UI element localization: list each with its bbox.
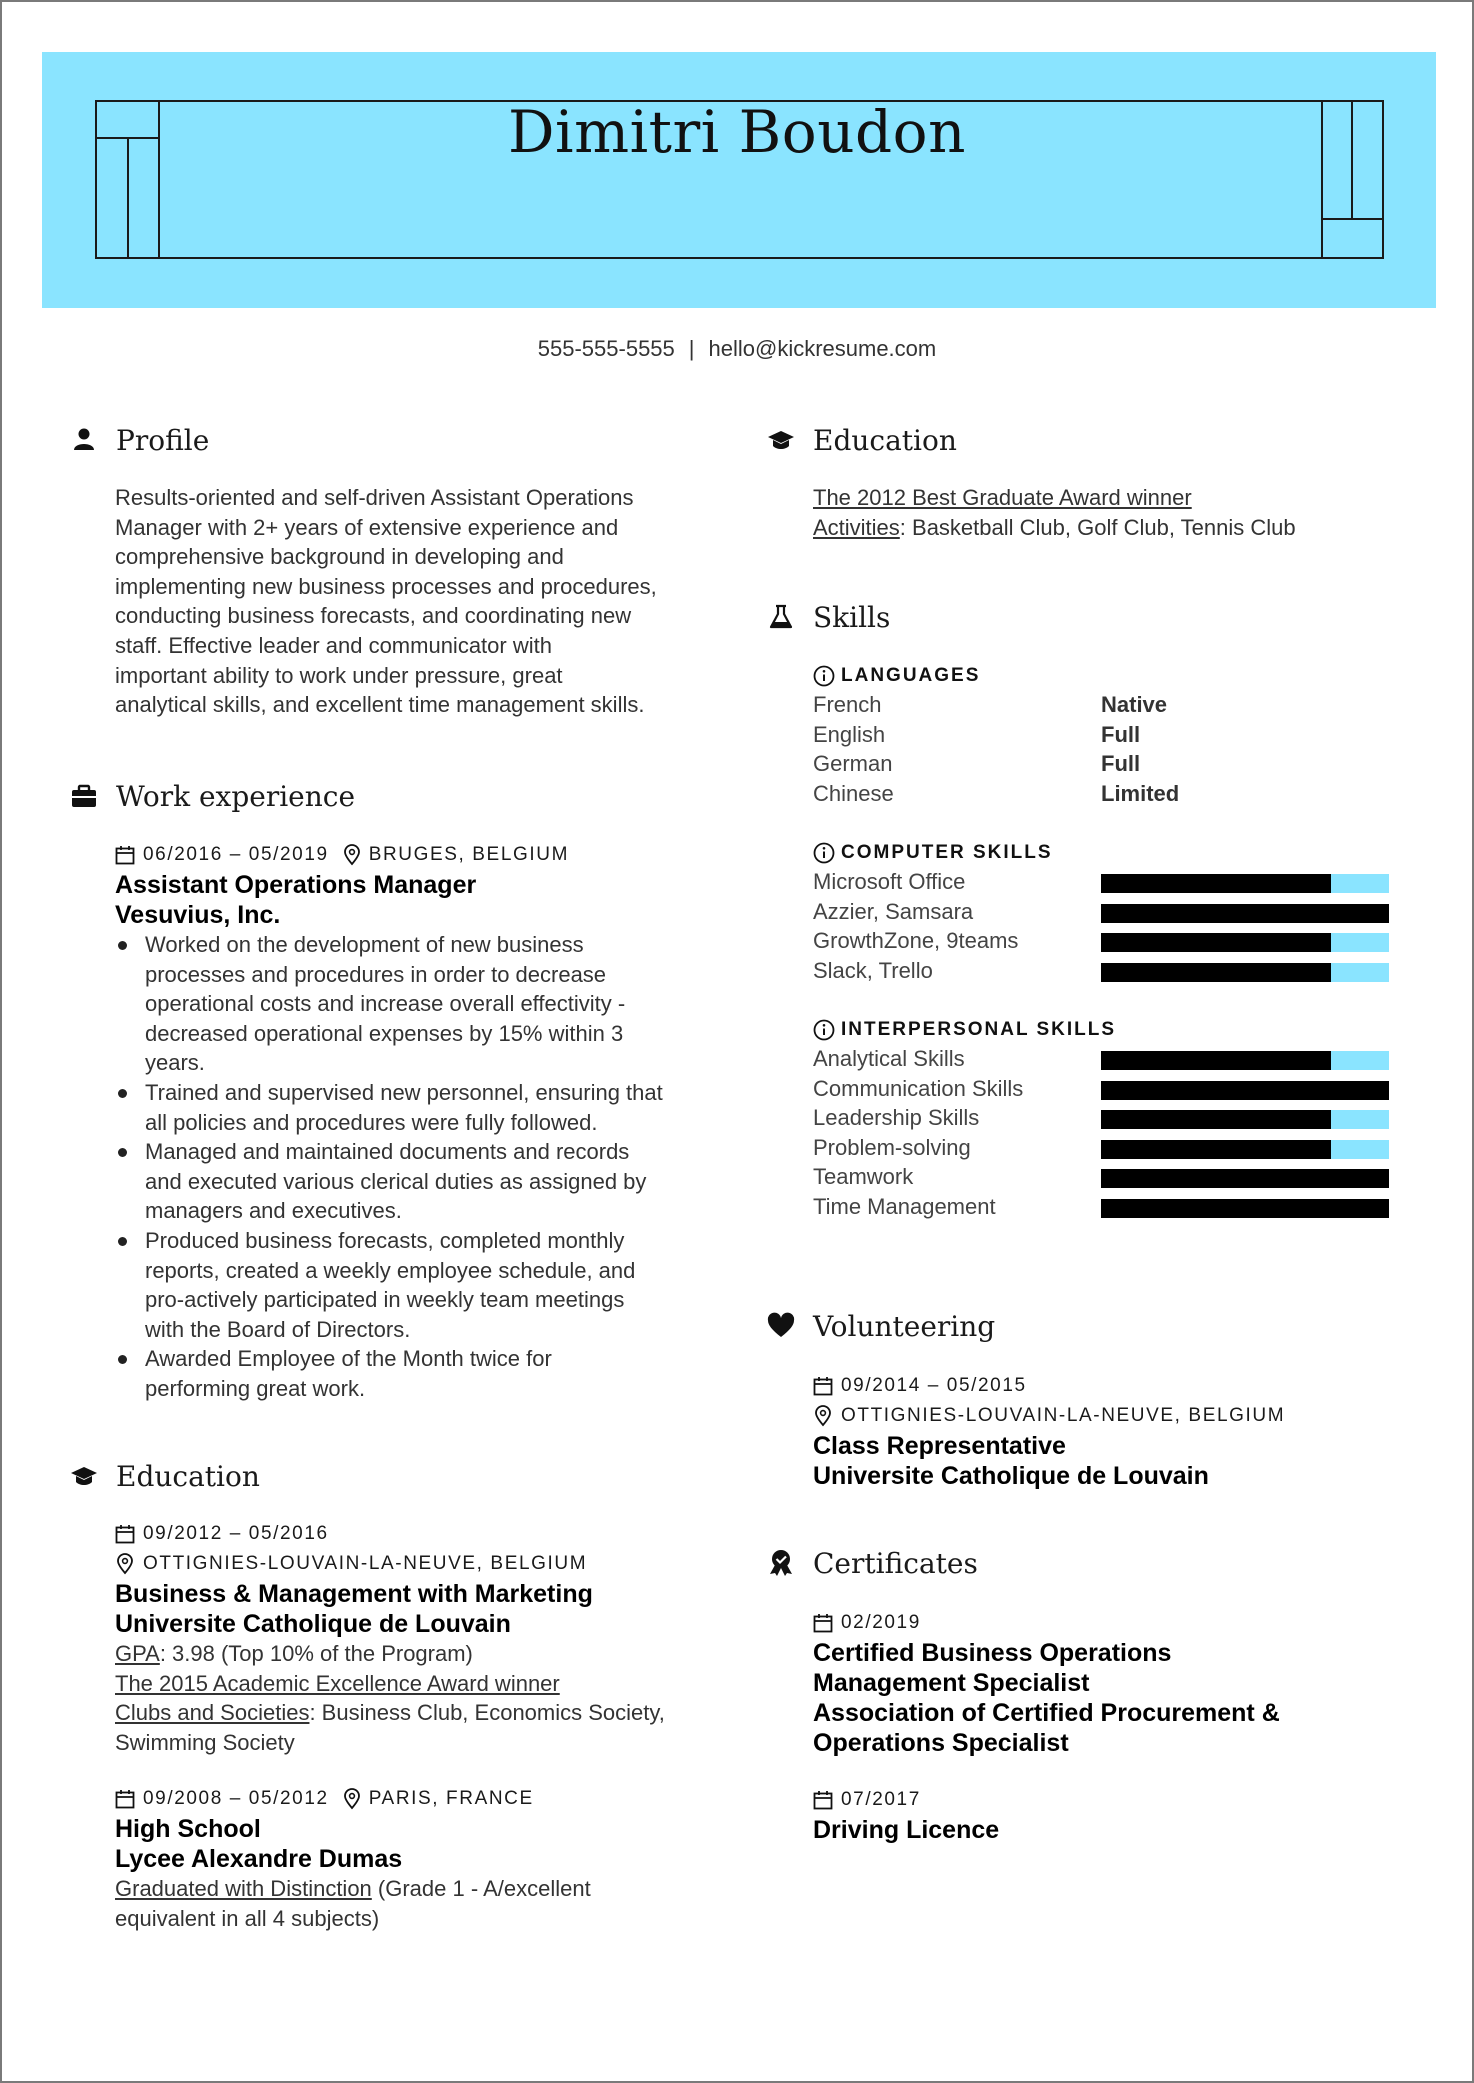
interpersonal-skills-title: INTERPERSONAL SKILLS bbox=[841, 1019, 1117, 1040]
skill-row bbox=[813, 1103, 1433, 1133]
graduation-cap-icon bbox=[767, 426, 795, 454]
language-level: Limited bbox=[1101, 780, 1180, 806]
contact-line bbox=[2, 336, 1472, 362]
language-row bbox=[813, 720, 1433, 750]
certificate-entry bbox=[813, 1785, 1433, 1845]
skill-level-bar bbox=[1101, 1169, 1389, 1188]
location-pin-icon bbox=[343, 1788, 361, 1810]
skill-level-fill bbox=[1101, 1081, 1389, 1100]
list-item: Trained and supervised new personnel, ensuring that all policies and procedures were fully followed. bbox=[115, 1078, 725, 1137]
calendar-icon bbox=[813, 1790, 833, 1810]
computer-skills-list bbox=[813, 867, 1433, 985]
certificate-date: 07/2017 bbox=[841, 1789, 921, 1810]
language-row bbox=[813, 690, 1433, 720]
calendar-icon bbox=[813, 1376, 833, 1396]
certificate-title: Management Specialist bbox=[813, 1669, 1090, 1697]
skill-level-fill bbox=[1101, 1199, 1389, 1218]
computer-skills-title: COMPUTER SKILLS bbox=[841, 842, 1053, 863]
skill-row bbox=[813, 926, 1433, 956]
skill-level-bar bbox=[1101, 874, 1389, 893]
volunteering-entry bbox=[813, 1371, 1433, 1491]
skill-level-fill bbox=[1101, 963, 1331, 982]
activities-label: Activities bbox=[813, 514, 900, 540]
list-item: Worked on the development of new business processes and procedures in order to decrease operational costs and increase overall effectivity - decreased operational expenses by 15% within 3 years. bbox=[115, 930, 725, 1078]
candidate-name: Dimitri Boudon bbox=[508, 98, 966, 166]
skill-name: Communication Skills bbox=[813, 1075, 1024, 1101]
location-pin-icon bbox=[343, 844, 361, 866]
calendar-icon bbox=[813, 1613, 833, 1633]
header-banner bbox=[42, 52, 1436, 308]
certificate-title: Driving Licence bbox=[813, 1816, 1000, 1844]
location-pin-icon bbox=[115, 1553, 135, 1575]
skill-name: Problem-solving bbox=[813, 1134, 971, 1160]
clubs-label: Clubs and Societies bbox=[115, 1700, 310, 1726]
resume-page: Dimitri Boudon 555-555-5555 | hello@kickresume.com Profile Results-oriented and self-driven Assistant Operations Manager with 2+ years of extensive experience and comprehensive background in developing and implementing new business processes and procedures, conducting business forecasts, and coordinating new staff. Effective leader and communicator with important ability to work under pressure, great analytical skills, and excellent time management skills. Work experience 06/2016 – 05/2019 BRUGES, BELGIUM Assistant Operations Manager Vesuvius, Inc. Worked on the development of new business processes and procedures in order to decrease operational costs and increase overall effectivity - decreased operational expenses by 15% within 3 years. Trained and supervised new personnel, ensuring that all policies and procedures were fully followed. Managed and maintained documents and records and executed various clerical duties as assigned by managers and executives. Produced business forecasts, completed monthly reports, created a weekly employee schedule, and pro-actively participated in weekly team meetings with the Board of Directors. Awarded Employee of the Month twice for performing great work. Education 09/2012 – 05/2016 OTTIGNIES-LOUVAIN-LA-NEUVE, BELGIUM Business & Management with Marketing Universite Catholique de Louvain GPA: 3.98 (Top 10% of the Program) The 2015 Academic Excellence Award winner Clubs and Societies: Business Club, Economics Society, Swimming Society 09/2008 – 05/2012 PARIS, FRANCE High School Lycee Alexandre Dumas Graduated with Distinction (Grade 1 - A/excellent equivalent in all 4 subjects) Education The 2012 Best Graduate Award winner Activities: Basketball Club, Golf Club, Tennis Club Skills LANGUAGES French Native English Full German Full Chinese Limited COMPUTER SKILLS Microsoft Office Azzier, Samsara GrowthZone, 9teams Slack, Trello INTERPERSONAL SKILLS Analytical Skills Communication Skills Leadership Skills Problem-solving Teamwork Time Management Volunteering 09/2014 – 05/2015 OTTIGNIES-LOUVAIN-LA-NEUVE, BELGIUM Class Representative Universite Catholique de Louvain Certificates 02/2019 Certified Business Operations Management Specialist Association of Certified Procurement & Operations Specialist 07/2017 Driving Licence bbox=[0, 0, 1474, 2083]
calendar-icon bbox=[115, 1524, 135, 1544]
volunteering-organization: Universite Catholique de Louvain bbox=[813, 1462, 1209, 1490]
skill-level-bar bbox=[1101, 904, 1389, 923]
skill-level-bar bbox=[1101, 1051, 1389, 1070]
calendar-icon bbox=[115, 845, 135, 865]
skill-name: Teamwork bbox=[813, 1164, 914, 1190]
info-icon bbox=[813, 842, 835, 864]
skill-level-fill bbox=[1101, 1051, 1331, 1070]
job-dates: 06/2016 – 05/2019 bbox=[143, 844, 329, 865]
skill-level-bar bbox=[1101, 1110, 1389, 1129]
skill-row bbox=[813, 1074, 1433, 1104]
skill-level-bar bbox=[1101, 1199, 1389, 1218]
education-location: PARIS, FRANCE bbox=[368, 1788, 534, 1809]
skill-level-bar bbox=[1101, 933, 1389, 952]
school-name: Lycee Alexandre Dumas bbox=[115, 1845, 403, 1873]
skill-name: Azzier, Samsara bbox=[813, 898, 974, 924]
skill-row bbox=[813, 1192, 1433, 1222]
certificate-date: 02/2019 bbox=[841, 1612, 921, 1633]
certificate-issuer: Operations Specialist bbox=[813, 1729, 1069, 1757]
list-item: Managed and maintained documents and records and executed various clerical duties as assigned by managers and executives. bbox=[115, 1137, 725, 1226]
certificate-issuer: Association of Certified Procurement & bbox=[813, 1699, 1280, 1727]
skill-level-bar bbox=[1101, 1081, 1389, 1100]
degree-title: Business & Management with Marketing bbox=[115, 1580, 593, 1608]
skill-level-fill bbox=[1101, 904, 1389, 923]
info-icon bbox=[813, 665, 835, 687]
languages-list bbox=[813, 690, 1433, 808]
skill-row bbox=[813, 1044, 1433, 1074]
profile-summary: Results-oriented and self-driven Assistant Operations Manager with 2+ years of extensive experience and comprehensive background in developing and implementing new business processes and procedures, conducting business forecasts, and coordinating new staff. Effective leader and communicator with important ability to work under pressure, great analytical skills, and excellent time management skills. bbox=[115, 485, 657, 718]
skill-name: GrowthZone, 9teams bbox=[813, 928, 1019, 954]
briefcase-icon bbox=[70, 782, 98, 810]
job-location: BRUGES, BELGIUM bbox=[368, 844, 570, 865]
skill-level-bar bbox=[1101, 963, 1389, 982]
education-dates: 09/2008 – 05/2012 bbox=[143, 1788, 329, 1809]
language-level: Full bbox=[1101, 751, 1141, 777]
degree-title: High School bbox=[115, 1815, 261, 1843]
skill-level-fill bbox=[1101, 1169, 1389, 1188]
award-text: The 2012 Best Graduate Award winner bbox=[813, 485, 1192, 510]
language-name: French bbox=[813, 692, 882, 717]
computer-skills-block bbox=[813, 839, 1433, 985]
skill-row bbox=[813, 897, 1433, 927]
job-meta bbox=[115, 840, 725, 870]
info-icon bbox=[813, 1019, 835, 1041]
language-level: Full bbox=[1101, 721, 1141, 747]
education-entry-highschool: 09/2008 – 05/2012 PARIS, FRANCE High School Lycee Alexandre Dumas Graduated with Distinction (Grade 1 - A/excellent equivalent in all 4 subjects) bbox=[115, 1784, 735, 1933]
language-row bbox=[813, 749, 1433, 779]
skill-level-fill bbox=[1101, 874, 1331, 893]
language-name: Chinese bbox=[813, 780, 894, 806]
skill-row bbox=[813, 956, 1433, 986]
heart-icon bbox=[767, 1312, 795, 1340]
certificate-entry bbox=[813, 1608, 1433, 1758]
language-row bbox=[813, 779, 1433, 809]
skill-row bbox=[813, 1162, 1433, 1192]
skill-level-fill bbox=[1101, 933, 1331, 952]
job-entry bbox=[115, 840, 725, 1404]
person-icon bbox=[70, 426, 98, 454]
skill-row bbox=[813, 1133, 1433, 1163]
interpersonal-skills-list bbox=[813, 1044, 1433, 1222]
language-level: Native bbox=[1101, 692, 1168, 717]
skill-name: Time Management bbox=[813, 1193, 996, 1219]
school-name: Universite Catholique de Louvain bbox=[115, 1610, 511, 1638]
education-location: OTTIGNIES-LOUVAIN-LA-NEUVE, BELGIUM bbox=[143, 1553, 588, 1574]
volunteering-role: Class Representative bbox=[813, 1432, 1066, 1460]
interpersonal-skills-block bbox=[813, 1016, 1433, 1222]
volunteering-dates: 09/2014 – 05/2015 bbox=[841, 1375, 1027, 1396]
certificate-title: Certified Business Operations bbox=[813, 1639, 1172, 1667]
graduation-cap-icon bbox=[70, 1462, 98, 1490]
flask-icon bbox=[767, 603, 795, 631]
skill-level-fill bbox=[1101, 1110, 1331, 1129]
award-text: The 2015 Academic Excellence Award winner bbox=[115, 1670, 560, 1696]
contact-separator: | bbox=[688, 336, 695, 361]
volunteering-location: OTTIGNIES-LOUVAIN-LA-NEUVE, BELGIUM bbox=[841, 1405, 1286, 1426]
skill-name: Slack, Trello bbox=[813, 957, 933, 983]
list-item: Produced business forecasts, completed monthly reports, created a weekly employee schedule, and pro-actively participated in weekly team meetings with the Board of Directors. bbox=[115, 1226, 725, 1344]
phone-number: 555-555-5555 bbox=[537, 336, 675, 361]
language-name: German bbox=[813, 751, 893, 777]
calendar-icon bbox=[115, 1789, 135, 1809]
language-name: English bbox=[813, 721, 886, 747]
gpa-label: GPA bbox=[115, 1641, 160, 1666]
location-pin-icon bbox=[813, 1405, 833, 1427]
distinction-label: Graduated with Distinction bbox=[115, 1876, 372, 1901]
education-entry-university: 09/2012 – 05/2016 OTTIGNIES-LOUVAIN-LA-NEUVE, BELGIUM Business & Management with Marketing Universite Catholique de Louvain GPA: 3.98 (Top 10% of the Program) The 2015 Academic Excellence Award winner Clubs and Societies: Business Club, Economics Society, Swimming Society bbox=[115, 1519, 735, 1757]
skill-level-fill bbox=[1101, 1140, 1331, 1159]
award-badge-icon bbox=[767, 1549, 795, 1577]
job-title: Assistant Operations Manager bbox=[115, 871, 477, 899]
skill-name: Microsoft Office bbox=[813, 869, 966, 894]
skill-level-bar bbox=[1101, 1140, 1389, 1159]
job-company: Vesuvius, Inc. bbox=[115, 901, 281, 929]
languages-block bbox=[813, 662, 1433, 808]
education-dates: 09/2012 – 05/2016 bbox=[143, 1523, 329, 1544]
skill-row bbox=[813, 867, 1433, 897]
email-address: hello@kickresume.com bbox=[708, 336, 937, 361]
job-responsibilities bbox=[115, 930, 725, 1404]
education-right-details: The 2012 Best Graduate Award winner Activities: Basketball Club, Golf Club, Tennis Club bbox=[813, 485, 1296, 540]
skill-name: Analytical Skills bbox=[813, 1046, 965, 1071]
skill-name: Leadership Skills bbox=[813, 1105, 980, 1131]
list-item: Awarded Employee of the Month twice for performing great work. bbox=[115, 1344, 725, 1403]
languages-title: LANGUAGES bbox=[841, 665, 981, 686]
